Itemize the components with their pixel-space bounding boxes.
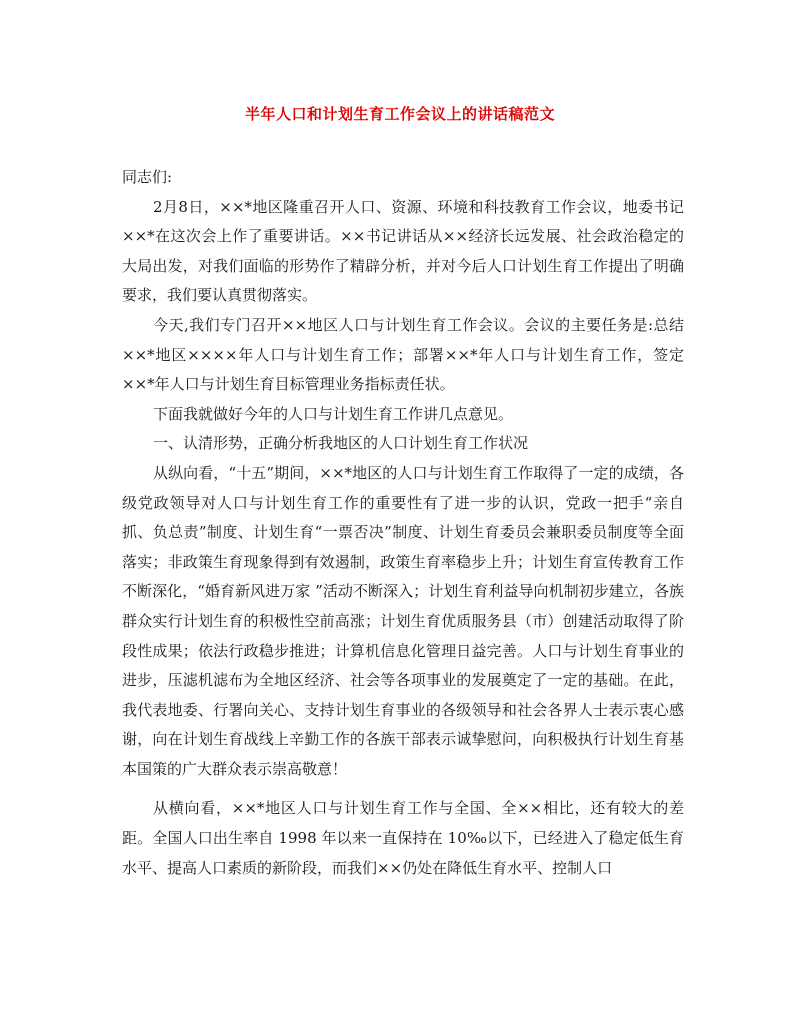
paragraph-horizontal-view: 从横向看，××*地区人口与计划生育工作与全国、全××相比，还有较大的差距。全国人口出生率自 1998 年以来一直保持在 10‰以下，已经进入了稳定低生育水平、提高人口素质的新阶段，而我们××仍处在降低生育水平、控制人口 bbox=[122, 799, 684, 877]
paragraph-meeting-intro: 2月8日，××*地区隆重召开人口、资源、环境和科技教育工作会议，地委书记××*在这次会上作了重要讲话。××书记讲话从××经济长远发展、社会政治稳定的大局出发，对我们面临的形势作了精辟分析，并对今后人口计划生育工作提出了明确要求，我们要认真贯彻落实。 bbox=[122, 197, 684, 305]
document-title: 半年人口和计划生育工作会议上的讲话稿范文 bbox=[244, 105, 555, 123]
greeting: 同志们: bbox=[122, 168, 173, 186]
paragraph-vertical-view: 从纵向看，“十五”期间，××*地区的人口与计划生育工作取得了一定的成绩，各级党政领导对人口与计划生育工作的重要性有了进一步的认识，党政一把手“亲自抓、负总责”制度、计划生育“一票否决”制度、计划生育委员会兼职委员制度等全面落实；非政策生育现象得到有效遏制，政策生育率稳步上升；计划生育宣传教育工作不断深化，“婚育新风进万家 ”活动不断深入；计划生育利益导向机制初步建立，各族群众实行计划生育的积极性空前高涨；计划生育优质服务县（市）创建活动取得了阶段性成果；依法行政稳步推进；计算机信息化管理日益完善。人口与计划生育事业的进步，压滤机滤布为全地区经济、社会等各项事业的发展奠定了一定的基础。在此，我代表地委、行署向关心、支持计划生育事业的各级领导和社会各界人士表示衷心感谢，向在计划生育战线上辛勤工作的各族干部表示诚挚慰问，向积极执行计划生育基本国策的广大群众表示崇高敬意！ bbox=[122, 463, 684, 778]
document-body bbox=[122, 163, 684, 883]
paragraph-meeting-tasks: 今天,我们专门召开××地区人口与计划生育工作会议。会议的主要任务是:总结××*地区××××年人口与计划生育工作；部署××*年人口与计划生育工作，签定××*年人口与计划生育目标管理业务指标责任状。 bbox=[122, 315, 684, 394]
paragraph-opinions-intro: 下面我就做好今年的人口与计划生育工作讲几点意见。 bbox=[153, 404, 514, 423]
section-heading-1: 一、认清形势，正确分析我地区的人口计划生育工作状况 bbox=[153, 434, 529, 453]
